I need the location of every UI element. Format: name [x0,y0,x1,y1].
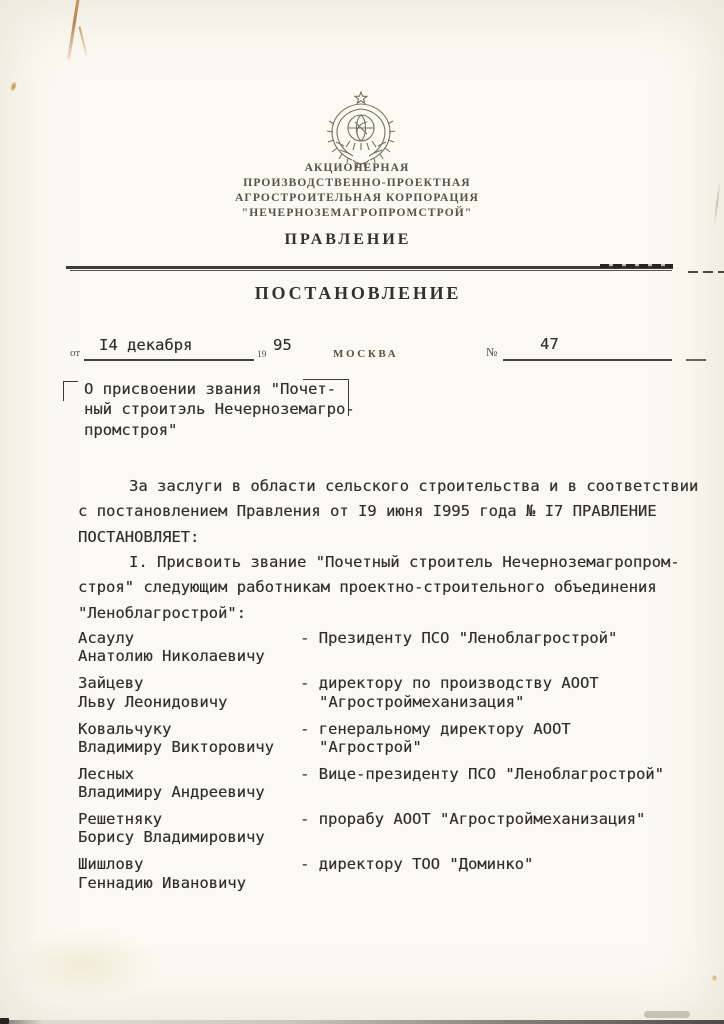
number-underline [503,359,672,361]
number-label: № [486,345,498,359]
recipient-name [78,720,300,756]
subject-block [84,379,355,440]
divider-rule-dashes [688,271,724,273]
recipient-patronymic: Владимиру Андреевичу [78,783,265,802]
paper-discoloration [10,930,160,1000]
position-line: - директору ТОО "Доминко" [300,855,534,874]
resolution-paragraph [78,550,718,626]
recipient-position [300,674,708,710]
rust-stain [67,0,80,60]
body-paragraph [78,474,718,550]
position-line: - директору по производству АООТ [300,674,599,693]
year-prefix: 19 [257,350,267,360]
recipient-row [78,855,708,891]
recipient-surname: Шишлову [78,855,144,874]
body-line: строя" следующим работникам проектно-строительного объединения [78,578,657,597]
recipient-name [78,674,300,710]
divider-rule-top [66,266,673,269]
subject-corner-mark-left [63,381,78,401]
body-line: "Леноблагрострой": [78,603,246,622]
recipient-row [78,765,708,801]
recipient-patronymic: Борису Владимировичу [78,828,265,847]
body-line: ПОСТАНОВЛЯЕТ: [78,527,200,546]
from-label: от [70,347,81,359]
scan-bottom-edge [0,1020,724,1024]
recipient-patronymic: Льву Леонидовичу [78,692,228,711]
recipient-name [78,810,300,846]
number-underline-dash [686,359,706,361]
edge-speck [712,975,717,981]
body-line: с постановлением Правления от I9 июня I995 года № I7 ПРАВЛЕНИЕ [78,502,657,521]
position-line: - Президенту ПСО "Леноблагрострой" [300,629,618,647]
state-emblem-icon [322,90,400,172]
recipient-position [300,810,708,846]
recipient-name [78,629,300,665]
recipient-surname: Лесных [78,764,134,783]
rust-stain-branch [78,26,87,56]
recipient-row [78,674,708,710]
number-value: 47 [540,335,559,353]
recipient-patronymic: Анатолию Николаевичу [78,647,265,666]
body-line: I. Присвоить звание "Почетный строитель Нечерноземагропром- [129,553,680,571]
recipient-surname: Зайцеву [78,674,144,693]
org-name-line: ПРОИЗВОДСТВЕННО-ПРОЕКТНАЯ [243,177,471,189]
scan-bottom-corner [0,1018,9,1024]
subject-line: промстроя" [84,420,178,439]
position-line: "Агрострой" [319,737,422,756]
org-name [0,161,719,221]
subject-line: ный строитэль Нечерноземагро- [84,400,355,419]
recipient-surname: Ковальчуку [78,719,172,738]
recipient-row [78,720,708,756]
body-line: За заслуги в области сельского строительства и в соответствии [129,477,699,495]
position-line: - прорабу АООТ "Агростроймеханизация" [300,810,646,829]
recipient-row [78,810,708,846]
recipient-position [300,855,708,891]
org-name-line: "НЕЧЕРНОЗЕМАГРОПРОМСТРОЙ" [241,207,473,219]
position-line: - Вице-президенту ПСО "Леноблагрострой" [300,764,664,783]
position-line: "Агростроймеханизация" [319,692,525,711]
year-value: 95 [273,336,292,354]
bottom-smudge [644,1011,690,1018]
date-underline [84,359,254,361]
city-label: МОСКВА [333,348,399,360]
recipient-patronymic: Владимиру Викторовичу [78,737,274,756]
board-title: ПРАВЛЕНИЕ [284,231,412,248]
recipient-surname: Асаулу [78,629,134,647]
recipient-surname: Решетняку [78,810,162,829]
recipients-list [78,629,708,901]
org-name-line: АКЦИОНЕРНАЯ [304,162,410,174]
recipient-position [300,765,708,801]
divider-rule-blotch [600,264,673,268]
recipient-name [78,765,300,801]
org-name-line: АГРОСТРОИТЕЛЬНАЯ КОРПОРАЦИЯ [235,192,479,204]
subject-line: О присвоении звания "Почет- [84,380,336,398]
divider-rule-bottom [70,270,672,271]
document-title: ПОСТАНОВЛЕНИЕ [254,283,462,303]
date-value: I4 декабря [99,336,193,354]
recipient-position [300,629,708,665]
position-line: - генеральному директору АООТ [300,719,571,738]
recipient-position [300,720,708,756]
recipient-patronymic: Геннадию Ивановичу [78,873,246,892]
recipient-name [78,855,300,891]
recipient-row [78,629,708,665]
rust-speck [10,81,18,91]
